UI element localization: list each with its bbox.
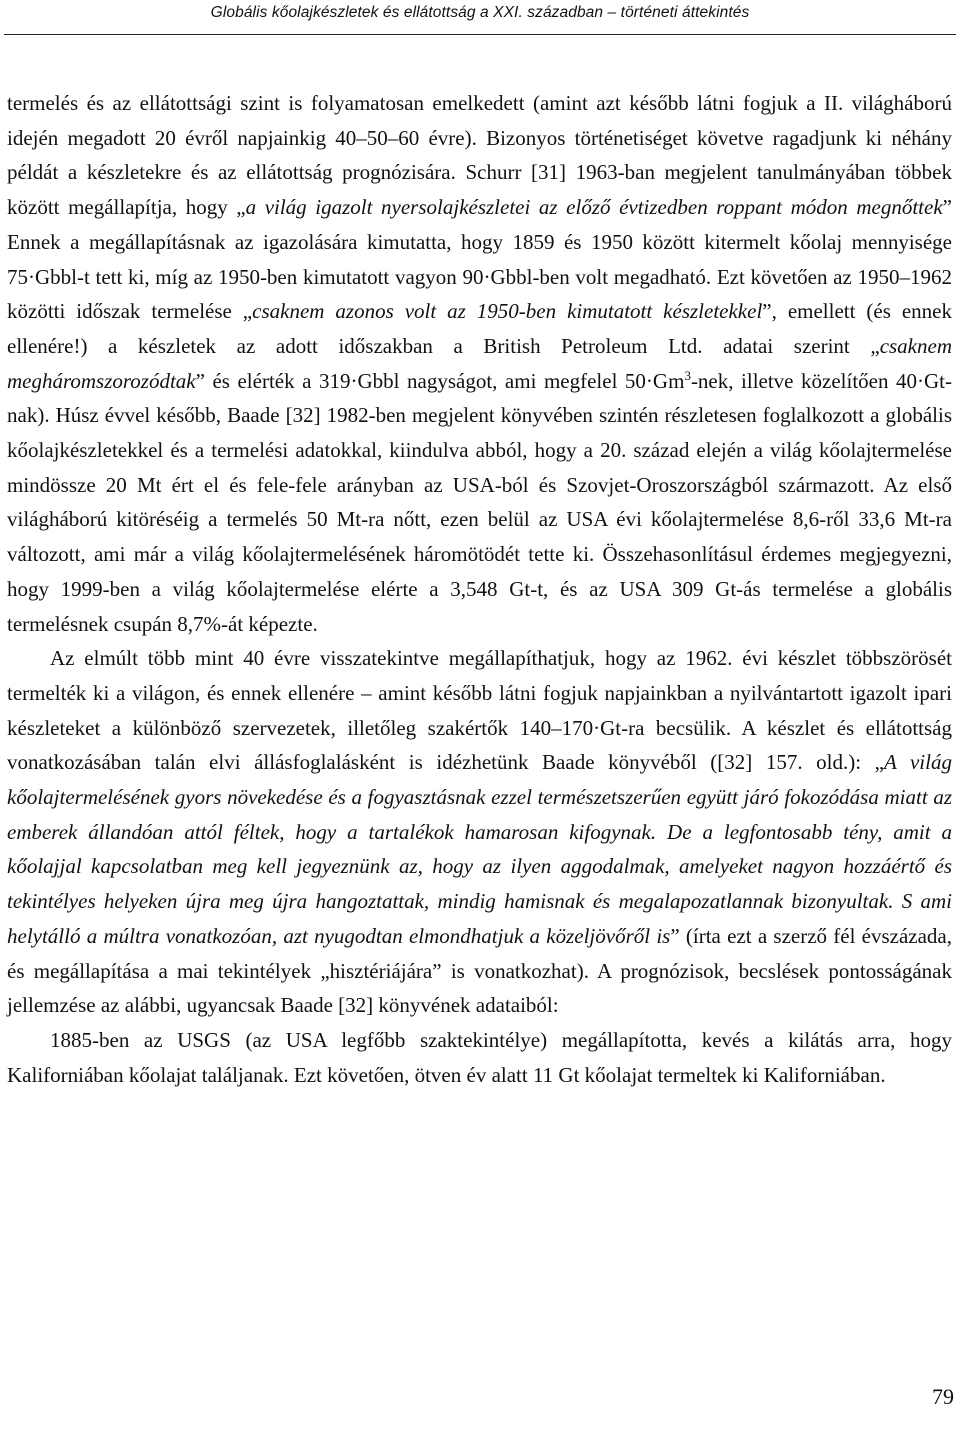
body-text	[7, 86, 952, 1092]
running-header: Globális kőolajkészletek és ellátottság a XXI. században – történeti áttekintés	[210, 4, 750, 21]
paragraph-p2	[7, 641, 952, 1023]
italic-quote: csaknem azonos volt az 1950-ben kimutatott készletekkel	[252, 299, 763, 324]
text-run: termelés és az ellátottsági szint is folyamatosan emelkedett (amint azt később látni fogjuk a II. világháború idején megadott 20 évről napjainkig 40–50–60 évre). Bizonyos történetiséget követve ragadjunk ki néhány példát a készletekre és az ellátottság prognózisára. Schurr [31] 1963-ban megjelent tanulmányában többek között megállapítja, hogy „	[7, 91, 952, 220]
italic-quote: A világ kőolajtermelésének gyors növekedése és a fogyasztásnak ezzel természetszerűen együtt járó fokozódása miatt az emberek állandóan attól féltek, hogy a tartalékok hamarosan kifogynak. De a legfontosabb tény, amit a kőolajjal kapcsolatban meg kell jegyeznünk az, hogy az ilyen aggodalmak, amelyeket nagyon hozzáértő és tekintélyes helyeken újra meg újra hangoztattak, mindig hamisnak és megalapozatlannak bizonyultak. S ami helytálló a múltra vonatkozóan, azt nyugodtan elmondhatjuk a közeljövőről is	[7, 750, 952, 948]
italic-quote: a világ igazolt nyersolajkészletei az előző évtizedben roppant módon megnőttek	[245, 195, 943, 220]
text-run: -nek, illetve közelítően 40·Gt-nak). Húsz évvel később, Baade [32] 1982-ben megjelent könyvében szintén részletesen foglalkozott a globális kőolajkészletekkel és a termelési adatokkal, kiindulva abból, hogy a 20. század elején a világ kőolajtermelése mindössze 20 Mt ért el és fele-fele arányban az USA-ból és Szovjet-Oroszországból származott. Az első világháború kitöréséig a termelés 50 Mt-ra nőtt, ezen belül az USA évi kőolajtermelése 8,6-ről 33,6 Mt-ra változott, ami már a világ kőolajtermelésének háromötödét tette ki. Összehasonlításul érdemes megjegyezni, hogy 1999-ben a világ kőolajtermelése elérte a 3,548 Gt-t, és az USA 309 Gt-ás termelése a globális termelésnek csupán 8,7%-át képezte.	[7, 368, 953, 636]
text-run: 1885-ben az USGS (az USA legfőbb szaktekintélye) megállapította, kevés a kilátás arra, hogy Kaliforniában kőolajat találjanak. Ezt követően, ötven év alatt 11 Gt kőolajat termeltek ki Kaliforniában.	[7, 1027, 952, 1087]
header-rule	[4, 34, 956, 35]
text-run: Az elmúlt több mint 40 évre visszatekintve megállapíthatjuk, hogy az 1962. évi készlet többszörösét termelték ki a világon, és ennek ellenére – amint később látni fogjuk napjainkban a nyilvántartott igazolt ipari készleteket a különböző szervezetek, illetőleg szakértők 140–170·Gt-ra becsülik. A készlet és ellátottság vonatkozásában talán elvi állásfoglalásként is idézhetünk Baade könyvéből ([32] 157. old.): „	[7, 646, 952, 775]
superscript: 3	[684, 367, 691, 383]
page-number: 79	[932, 1384, 954, 1409]
paragraph-p3	[7, 1023, 952, 1092]
italic-quote: csaknem megháromszorozódtak	[7, 333, 952, 393]
text-run: ”, emellett (és ennek ellenére!) a készletek az adott időszakban a British Petroleum Ltd. adatai szerint „	[7, 299, 952, 358]
paragraph-p1	[7, 86, 952, 641]
text-run: ” (írta ezt a szerző fél évszázada, és megállapítása a mai tekintélyek „hisztériájára” is vonatkozhat). A prognózisok, becslések pontosságának jellemzése az alábbi, ugyancsak Baade [32] könyvének adataiból:	[7, 923, 952, 1018]
text-run: ” és elérték a 319·Gbbl nagyságot, ami megfelel 50·Gm	[195, 368, 685, 393]
text-run: ” Ennek a megállapításnak az igazolására kimutatta, hogy 1859 és 1950 között kitermelt kőolaj mennyisége 75·Gbbl-t tett ki, míg az 1950-ben kimutatott vagyon 90·Gbbl-ben volt megadható. Ezt követően az 1950–1962 közötti időszak termelése „	[7, 195, 952, 324]
